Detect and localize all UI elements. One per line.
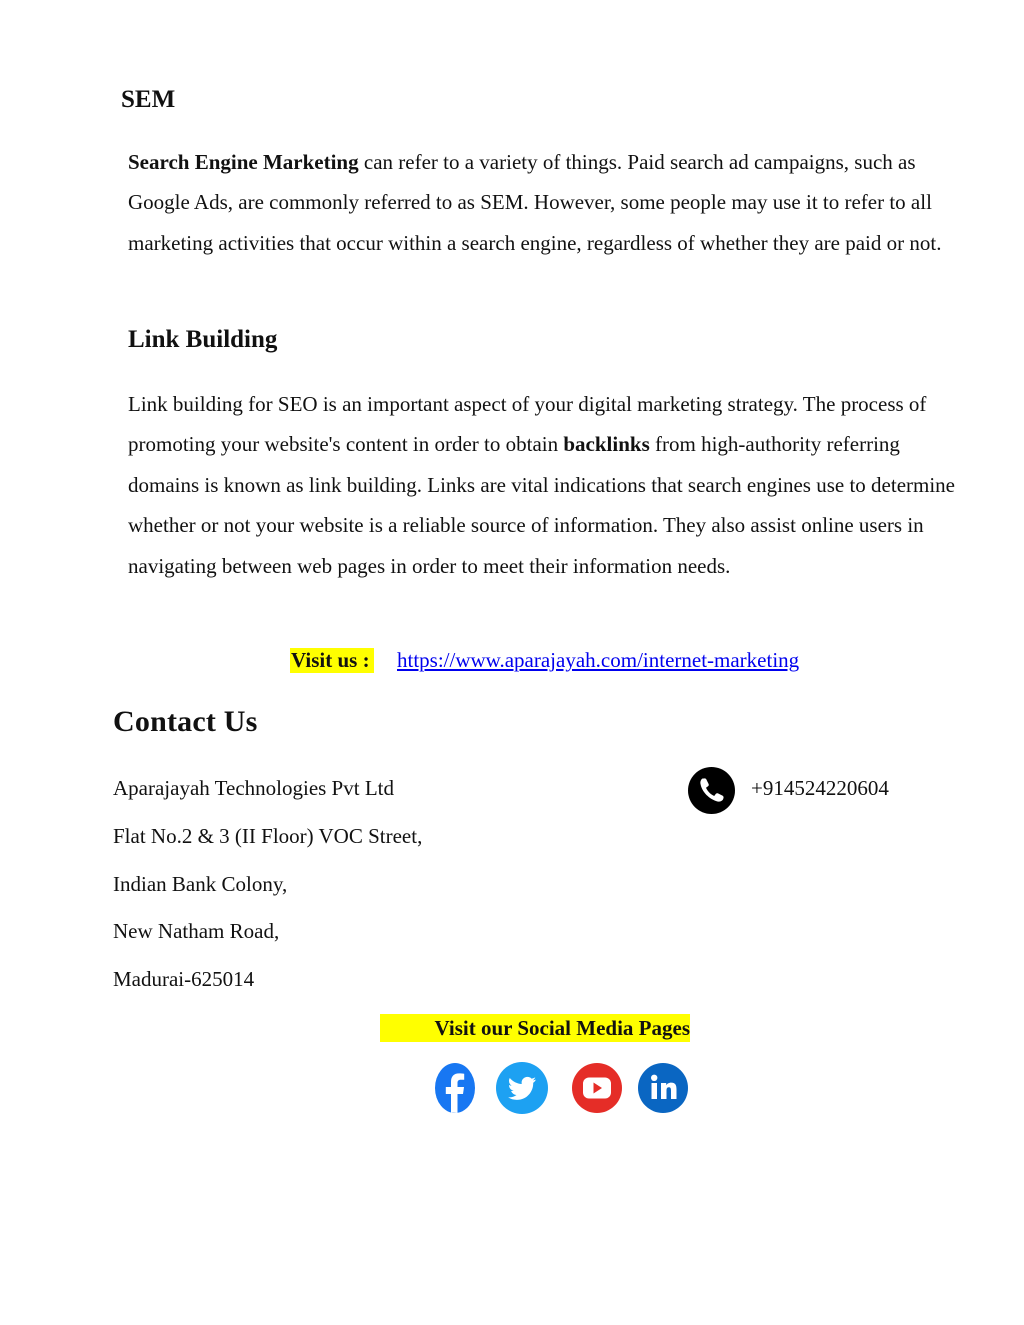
phone-number: +914524220604 <box>751 776 889 800</box>
sem-heading: SEM <box>121 86 176 113</box>
youtube-icon[interactable] <box>572 1062 624 1114</box>
link-building-paragraph <box>128 384 968 586</box>
address-line-2: Indian Bank Colony, <box>113 872 288 896</box>
facebook-icon[interactable] <box>430 1062 482 1114</box>
link-building-heading: Link Building <box>128 326 278 353</box>
social-media-label: Visit our Social Media Pages <box>380 1014 690 1042</box>
address-line-3: New Natham Road, <box>113 919 280 943</box>
contact-us-title: Contact Us <box>113 705 258 738</box>
address-line-1: Flat No.2 & 3 (II Floor) VOC Street, <box>113 824 423 848</box>
address-line-4: Madurai-625014 <box>113 967 255 991</box>
link-building-text-before: Link building for SEO is an important aspect of your digital marketing strategy. The process of promoting your website's content in order to obtain <box>128 392 927 457</box>
visit-us-label: Visit us : <box>290 648 374 673</box>
sem-paragraph <box>128 142 968 263</box>
twitter-icon[interactable] <box>496 1062 548 1114</box>
sem-text: can refer to a variety of things. Paid search ad campaigns, such as Google Ads, are commonly referred to as SEM. However, some people may use it to refer to all marketing activities that occur within a search engine, regardless of whether they are paid or not. <box>128 150 942 255</box>
phone-icon <box>688 767 735 814</box>
link-building-text-after: from high-authority referring domains is known as link building. Links are vital indications that search engines use to determine whether or not your website is a reliable source of information. They also assist online users in navigating between web pages in order to meet their information needs. <box>128 432 955 578</box>
backlinks-term: backlinks <box>563 432 650 457</box>
company-name: Aparajayah Technologies Pvt Ltd <box>113 776 394 800</box>
website-link[interactable]: https://www.aparajayah.com/internet-marketing <box>397 648 800 672</box>
sem-bold-term: Search Engine Marketing <box>128 150 359 174</box>
linkedin-icon[interactable] <box>638 1062 690 1114</box>
